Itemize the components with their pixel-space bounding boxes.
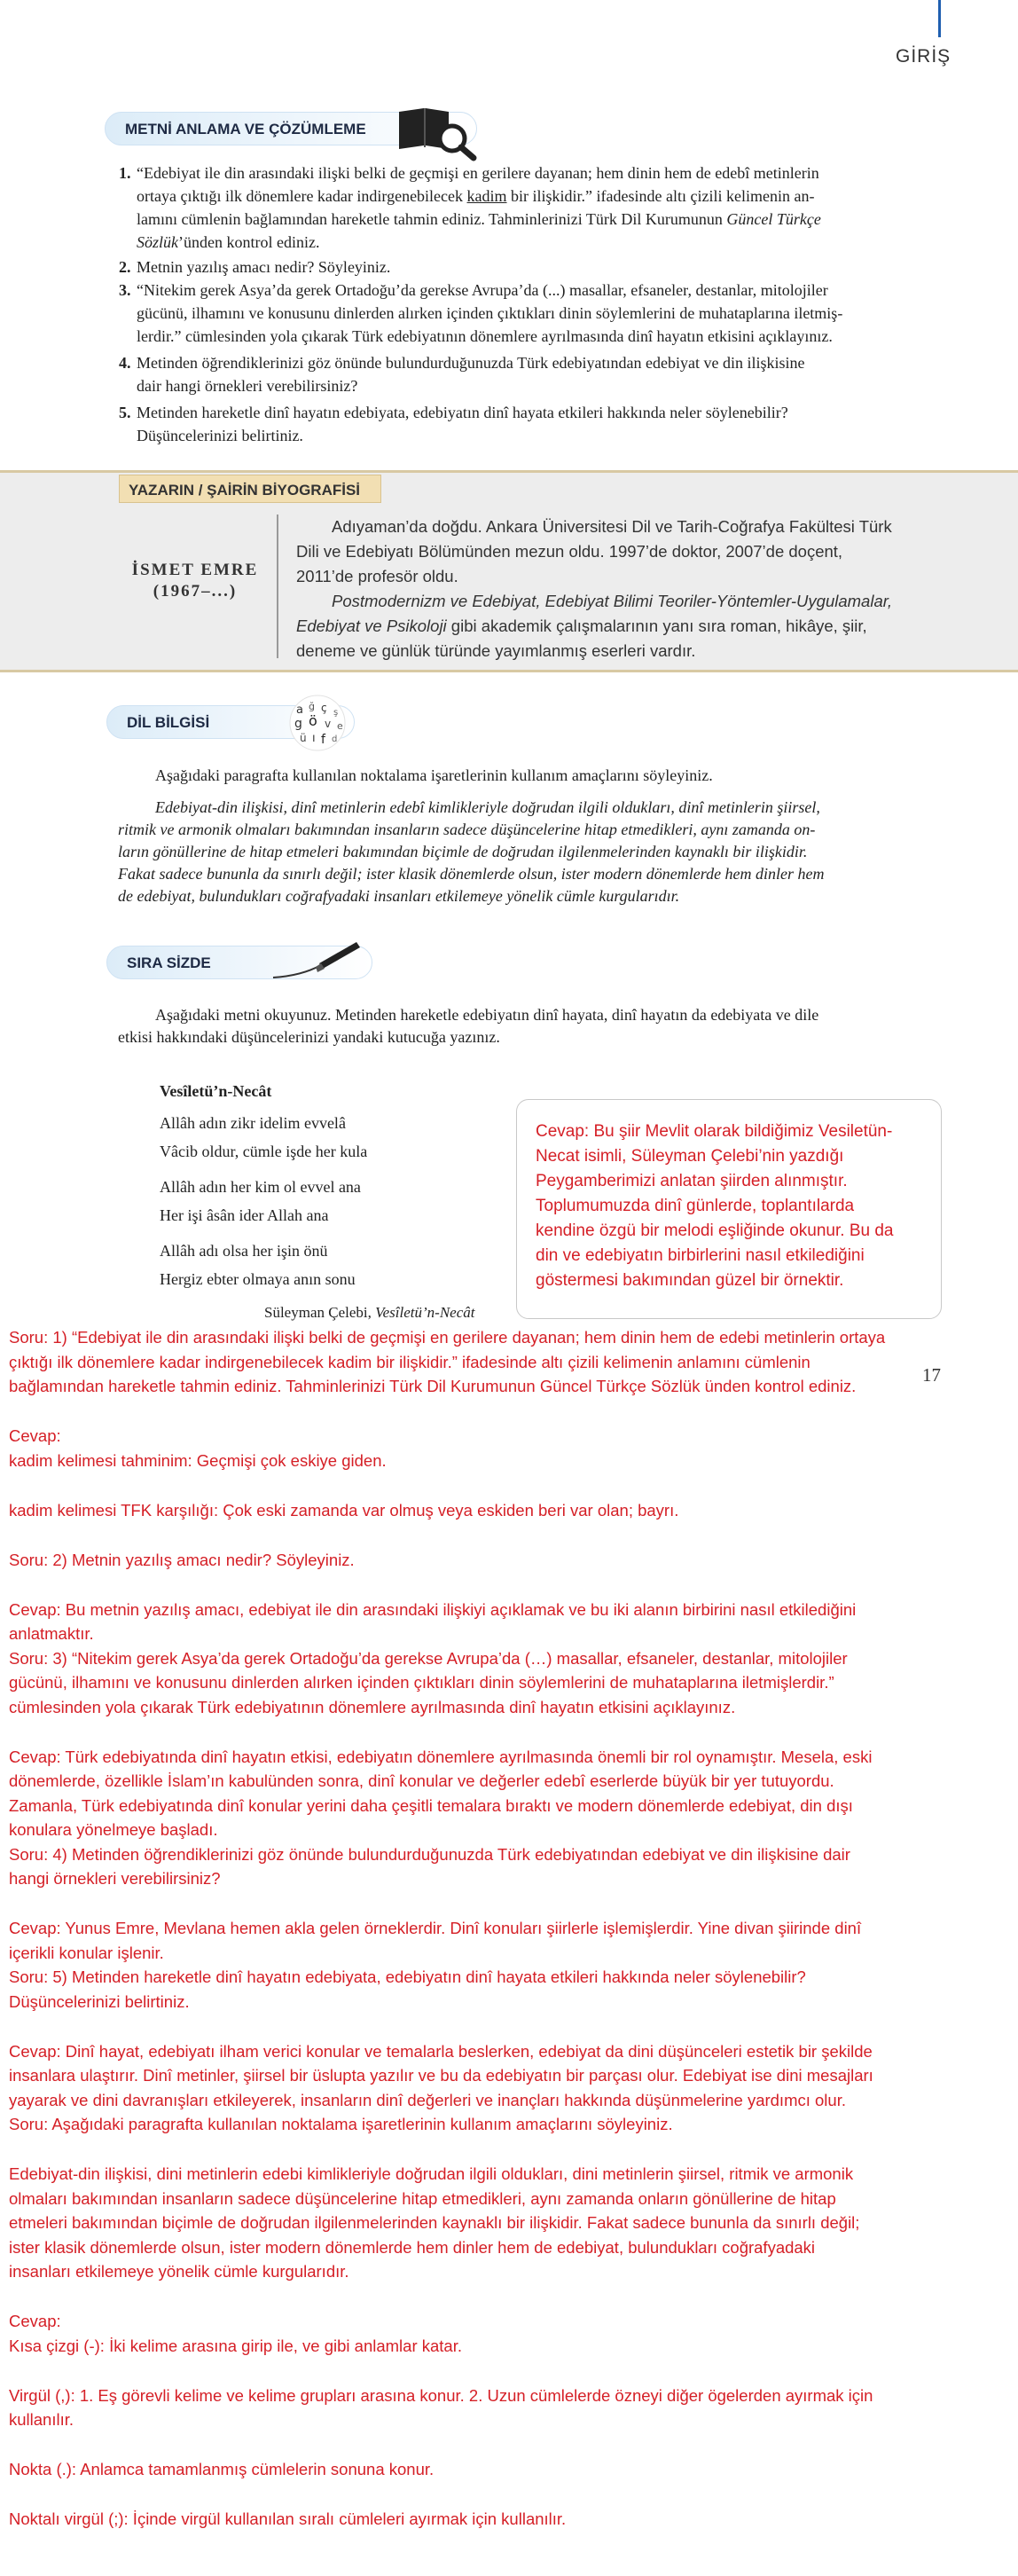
- biography-line: Dili ve Edebiyatı Bölümünden mezun oldu. 1997’de doktor, 2007’de doçent,: [296, 542, 843, 561]
- answer-text-line: Nokta (.): Anlamca tamamlanmış cümlelerin sonuna konur.: [9, 2460, 435, 2478]
- question-number: 4.: [119, 354, 131, 372]
- answer-text-line: cümlesinden yola çıkarak Türk edebiyatının dönemlere ayrılmasında dinî hayatın etkisini açıklayınız.: [9, 1697, 736, 1716]
- question-line: Metinden hareketle dinî hayatın edebiyata, edebiyatın dinî hayata etkileri hakkında neler söylenebilir?: [137, 404, 788, 421]
- answer-text-line: Zamanla, Türk edebiyatında dinî konular yerini daha çeşitli temalara bıraktı ve modern dönemlerde edebiyat, din dışı: [9, 1795, 853, 1815]
- question-5: [119, 401, 928, 447]
- question-line: lerdir.” cümlesinden yola çıkarak Türk edebiyatının dönemlere ayrılmasında dinî hayatın etkisini açıklayınız.: [137, 327, 833, 345]
- poem-source: Vesîletü’n-Necât: [375, 1304, 475, 1321]
- pen-icon: [266, 933, 364, 986]
- answer-text-line: kadim kelimesi TFK karşılığı: Çok eski zamanda var olmuş veya eskiden beri var olan; bayrı.: [9, 1500, 679, 1520]
- answer-text-line: Cevap: Bu metnin yazılış amacı, edebiyat ile din arasındaki ilişkiyi açıklamak ve bu iki alanın birbirini nasıl etkilediğini: [9, 1599, 857, 1619]
- svg-text:v: v: [325, 718, 332, 730]
- answer-text-line: bağlamından hareketle tahmin ediniz. Tahminlerinizi Türk Dil Kurumunun Güncel Türkçe Sözlük ünden kontrol ediniz.: [9, 1377, 857, 1395]
- answer-text-line: Cevap: Türk edebiyatında dinî hayatın etkisi, edebiyatın dönemlere ayrılmasında önemli bir rol oynamıştır. Mesela, eski: [9, 1747, 873, 1766]
- svg-text:f: f: [321, 733, 325, 747]
- biography-divider: [277, 514, 278, 658]
- underlined-word: kadim: [466, 187, 507, 205]
- question-number: 3.: [119, 281, 131, 299]
- question-text: ’ünden kontrol ediniz.: [178, 233, 320, 251]
- answer-line: göstermesi bakımından güzel bir örnektir.: [536, 1271, 844, 1290]
- author-years: (1967–...): [153, 582, 238, 601]
- paragraph-line: ların gönüllerine de hitap etmeleri bakımından biçimle de doğrudan ilgilenmelerinden kaynaklı bir ilişkidir.: [118, 843, 808, 860]
- question-line: gücünü, ilhamını ve konusunu dinlerden alırken içinden çıktıkları dinin söylemlerini de muhataplarına iletmiş-: [137, 304, 843, 322]
- answer-text-line: Cevap: Yunus Emre, Mevlana hemen akla gelen örneklerdir. Dinî konuları şiirlerle işlemişlerdir. Yine divan şiirinde dinî: [9, 1919, 862, 1937]
- answer-text-line: ister klasik dönemlerde olsun, ister modern dönemlerde hem dinler hem de edebiyat, bulundukları coğrafyadaki: [9, 2237, 816, 2257]
- biography-works: Postmodernizm ve Edebiyat, Edebiyat Bilimi Teoriler-Yöntemler-Uygulamalar,: [332, 592, 893, 610]
- section-label: GİRİŞ: [896, 46, 951, 67]
- grammar-letters-icon: [282, 694, 358, 752]
- answer-text-line: Soru: 5) Metinden hareketle dinî hayatın edebiyata, edebiyatın dinî hayata etkileri hakkında neler söylenebilir?: [9, 1967, 806, 1986]
- biography-works: Edebiyat ve Psikoloji: [296, 617, 447, 635]
- paragraph-line: Edebiyat-din ilişkisi, dinî metinlerin edebî kimlikleriyle doğrudan ilgili oldukları, dinî metinlerin şiirsel,: [155, 798, 820, 816]
- question-number: 2.: [119, 258, 131, 276]
- answer-text-line: Edebiyat-din ilişkisi, dini metinlerin edebi kimlikleriyle doğrudan ilgili oldukları, dini metinlerin şiirsel, ritmik ve armonik: [9, 2164, 854, 2183]
- poem-line: Allâh adı olsa her işin önü: [160, 1242, 328, 1260]
- poem-line: Allâh adın zikr idelim evvelâ: [160, 1114, 346, 1132]
- biography-line: [296, 614, 928, 639]
- grammar-title-text: DİL BİLGİSİ: [127, 714, 210, 731]
- biography-line: 2011’de profesör oldu.: [296, 567, 458, 585]
- question-line: Düşüncelerinizi belirtiniz.: [137, 427, 303, 444]
- question-line: [137, 185, 928, 208]
- poem-author: Süleyman Çelebi,: [264, 1304, 376, 1321]
- question-4: [119, 351, 928, 397]
- answer-text-line: olmaları bakımından insanların sadece düşüncelerine hitap etmedikleri, aynı zamanda onların gönüllerine de hitap: [9, 2188, 836, 2208]
- answer-text-line: Virgül (,): 1. Eş görevli kelime ve kelime grupları arasına konur. 2. Uzun cümlelerde özneyi diğer ögelerden ayırmak için: [9, 2385, 873, 2405]
- book-magnifier-icon: [394, 105, 481, 161]
- svg-text:ğ: ğ: [309, 701, 315, 712]
- svg-text:e: e: [337, 720, 343, 732]
- answer-text-line: hangi örnekleri verebilirsiniz?: [9, 1869, 221, 1888]
- poem: [160, 1109, 367, 1293]
- poem-title: Vesîletü’n-Necât: [160, 1082, 272, 1100]
- answer-text-line: Cevap: Dinî hayat, edebiyatı ilham verici konular ve temalarla beslerken, edebiyat da dini düşünceleri estetik bir şekilde: [9, 2041, 873, 2061]
- answer-text-line: etmeleri bakımından biçimle de doğrudan ilgilenmelerinden kaynaklı bir ilişkidir. Fakat sadece bununla da sınırlı değil;: [9, 2213, 860, 2232]
- question-line: [137, 208, 928, 231]
- answer-line: kendine özgü bir melodi eşliğinde okunur. Bu da: [536, 1221, 894, 1240]
- biography-text-part: gibi akademik çalışmalarının yanı sıra roman, hikâye, şiir,: [446, 617, 867, 635]
- paragraph-line: Fakat sadece bununla da sınırlı değil; ister klasik dönemlerde olsun, ister modern dönemlerde hem dinler hem: [118, 865, 825, 883]
- answer-line: Necat isimli, Süleyman Çelebi’nin yazdığı: [536, 1147, 844, 1166]
- answer-line: Cevap: Bu şiir Mevlit olarak bildiğimiz Vesiletün-: [536, 1122, 893, 1141]
- answer-text-line: Düşüncelerinizi belirtiniz.: [9, 1991, 190, 2011]
- answer-text-line: Soru: 2) Metnin yazılış amacı nedir? Söyleyiniz.: [9, 1550, 355, 1569]
- paragraph-line: ritmik ve armonik olmaları bakımından insanların sadece düşüncelerine hitap etmedikleri, aynı zamanda on-: [118, 821, 816, 838]
- answer-text-line: yayarak ve dini davranışları etkileyerek, insanların dinî değerleri ve inançları hakkında düşünmelerine yardımcı olur.: [9, 2090, 846, 2109]
- author-name: İSMET EMRE: [131, 561, 259, 579]
- svg-text:ö: ö: [309, 712, 317, 729]
- instruction-line: Aşağıdaki metni okuyunuz. Metinden hareketle edebiyatın dinî hayata, dinî hayatın da edebiyata ve dile: [155, 1006, 819, 1024]
- answer-text-line: anlatmaktır.: [9, 1624, 94, 1643]
- poem-line: Her işi âsân ider Allah ana: [160, 1206, 329, 1224]
- answer-text-line: Soru: Aşağıdaki paragrafta kullanılan noktalama işaretlerinin kullanım amaçlarını söyleyiniz.: [9, 2115, 673, 2133]
- poem-line: Allâh adın her kim ol evvel ana: [160, 1178, 361, 1196]
- question-line: [137, 231, 928, 254]
- answer-text-line: Soru: 4) Metinden öğrendiklerinizi göz önünde bulundurduğunuzda Türk edebiyatından edebiyat ve din ilişkisine dair: [9, 1844, 850, 1864]
- biography-line: Adıyaman’da doğdu. Ankara Üniversitesi Dil ve Tarih-Coğrafya Fakültesi Türk: [332, 517, 892, 536]
- answer-text-line: konulara yönelmeye başladı.: [9, 1820, 218, 1839]
- question-text: Metnin yazılış amacı nedir? Söyleyiniz.: [137, 258, 391, 276]
- svg-text:a: a: [296, 703, 303, 717]
- answer-text-line: Soru: 3) “Nitekim gerek Asya’da gerek Ortadoğu’da gerekse Avrupa’da (…) masallar, efsaneler, destanlar, mitolojiler: [9, 1648, 848, 1668]
- svg-text:g: g: [294, 717, 302, 731]
- question-number: 1.: [119, 164, 131, 182]
- answer-text-line: gücünü, ilhamını ve konusunu dinlerden alırken içinden çıktıkları dinin söylemlerini de muhataplarına iletmişlerdir.”: [9, 1673, 834, 1692]
- question-2: [119, 255, 928, 279]
- answer-box-text: [536, 1119, 935, 1293]
- dictionary-name: Sözlük: [137, 233, 178, 251]
- svg-text:ı: ı: [312, 732, 316, 745]
- answer-text-line: insanları etkilemeye yönelik cümle kurgularıdır.: [9, 2262, 349, 2281]
- instruction-line: etkisi hakkındaki düşüncelerinizi yandaki kutucuğa yazınız.: [118, 1028, 500, 1046]
- biography-text: [296, 514, 928, 664]
- svg-text:ç: ç: [321, 702, 327, 714]
- svg-text:ş: ş: [333, 708, 339, 718]
- question-line: dair hangi örnekleri verebilirsiniz?: [137, 377, 358, 395]
- answer-text-line: Cevap:: [9, 2312, 61, 2330]
- answer-line: Toplumumuzda dinî günlerde, toplantılarda: [536, 1197, 855, 1215]
- answer-text-line: Noktalı virgül (;): İçinde virgül kullanılan sıralı cümleleri ayırmak için kullanılır.: [9, 2509, 567, 2528]
- svg-text:ü: ü: [300, 732, 307, 744]
- poem-attribution: [264, 1304, 474, 1322]
- answer-text-line: kullanılır.: [9, 2410, 74, 2429]
- comprehension-title-text: METNİ ANLAMA VE ÇÖZÜMLEME: [125, 121, 366, 137]
- answer-text-line: çıktığı ilk dönemlere kadar indirgenebilecek kadim bir ilişkidir.” ifadesinde altı çizili kelimenin anlamını cümlenin: [9, 1352, 810, 1371]
- question-text: lamını cümlenin bağlamından hareketle tahmin ediniz. Tahminlerinizi Türk Dil Kurumunun: [137, 210, 723, 228]
- answer-text-line: Kısa çizgi (-): İki kelime arasına girip ile, ve gibi anlamlar katar.: [9, 2336, 462, 2355]
- answer-line: Peygamberimizi anlatan şiirden alınmıştır.: [536, 1172, 848, 1190]
- biography-line: deneme ve günlük türünde yayımlanmış eserleri vardır.: [296, 641, 696, 660]
- question-3: [119, 279, 928, 348]
- answer-line: din ve edebiyatın birbirlerini nasıl etkilediğini: [536, 1246, 865, 1265]
- question-line: Metinden öğrendiklerinizi göz önünde bulundurduğunuzda Türk edebiyatından edebiyat ve din ilişkisine: [137, 354, 805, 372]
- answer-text-line: dönemlerde, özellikle İslam’ın kabulünden sonra, dinî konular ve değerler edebî eserlerde büyük bir yer tutuyordu.: [9, 1771, 834, 1790]
- question-text: bir ilişkidir.” ifadesinde altı çizili kelimenin an-: [506, 187, 815, 205]
- grammar-paragraph: [118, 797, 927, 907]
- poem-line: Hergiz ebter olmaya anın sonu: [160, 1270, 356, 1288]
- question-line: “Nitekim gerek Asya’da gerek Ortadoğu’da gerekse Avrupa’da (...) masallar, efsaneler, destanlar, mitolojiler: [137, 281, 828, 299]
- answer-text-line: içerikli konular işlenir.: [9, 1943, 164, 1962]
- svg-text:d: d: [332, 734, 338, 744]
- answer-text-line: kadim kelimesi tahminim: Geçmişi çok eskiye giden.: [9, 1450, 387, 1470]
- grammar-instruction: Aşağıdaki paragrafta kullanılan noktalama işaretlerinin kullanım amaçlarını söyleyiniz.: [155, 766, 713, 784]
- header-rule: [938, 0, 941, 37]
- page-number: 17: [922, 1364, 941, 1386]
- question-1: [119, 161, 928, 254]
- your-turn-instruction: [118, 1004, 927, 1048]
- your-turn-title-text: SIRA SİZDE: [127, 954, 211, 971]
- paragraph-line: de edebiyat, bulundukları coğrafyadaki insanları etkilemeye yönelik cümle kurgularıdır.: [118, 887, 680, 905]
- question-number: 5.: [119, 404, 131, 421]
- answer-text-line: Cevap:: [9, 1426, 61, 1445]
- question-text: ortaya çıktığı ilk dönemlere kadar indirgenebilecek: [137, 187, 467, 205]
- question-line: “Edebiyat ile din arasındaki ilişki belki de geçmişi en gerilere dayanan; hem dinin hem de edebî metinlerin: [137, 164, 819, 182]
- answer-text-line: insanlara ulaştırır. Dinî metinler, şiirsel bir üslupta yazılır ve bu da edebiyatın bir parçası olur. Edebiyat ise dini mesajları: [9, 2066, 873, 2085]
- poem-line: Vâcib oldur, cümle işde her kula: [160, 1143, 368, 1160]
- dictionary-name: Güncel Türkçe: [722, 210, 821, 228]
- biography-title: YAZARIN / ŞAİRİN BİYOGRAFİSİ: [119, 475, 381, 503]
- answer-text-line: Soru: 1) “Edebiyat ile din arasındaki ilişki belki de geçmişi en gerilere dayanan; hem dinin hem de edebi metinlerin ortaya: [9, 1328, 886, 1347]
